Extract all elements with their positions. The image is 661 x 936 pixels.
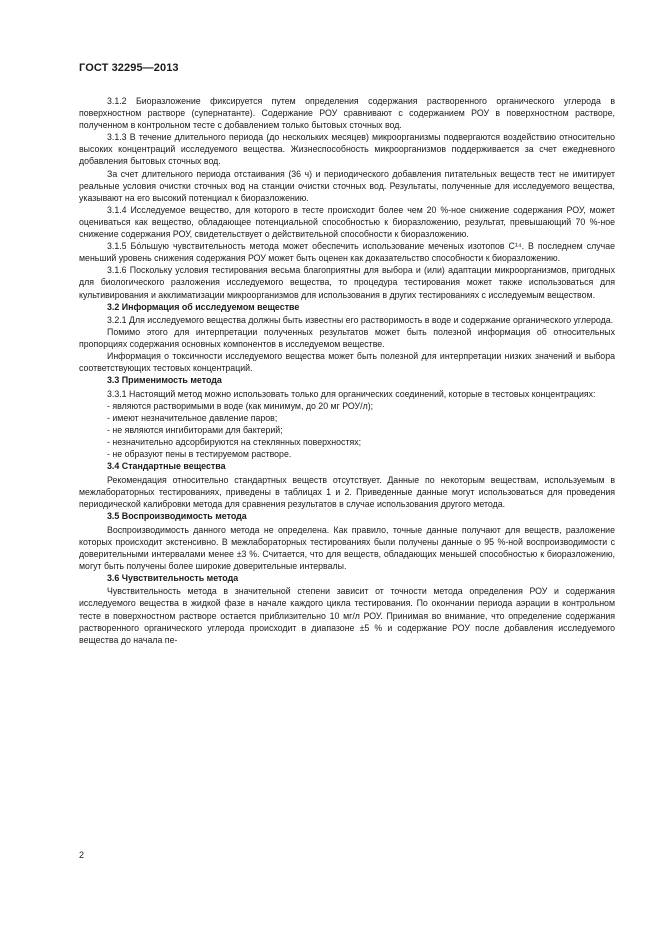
list-item: - не образуют пены в тестируемом растворе. <box>107 449 292 460</box>
section-heading-3-5: 3.5 Воспроизводимость метода <box>107 511 247 522</box>
paragraph-3-1-6: 3.1.6 Поскольку условия тестирования весьма благоприятны для выбора и (или) адаптации микроорганизмов, пригодных для биологического разложения исследуемого вещества, то процедура тестирования может также использоваться для культивирования и акклиматизации микроорганизмов для использования в других тестированиях с исследуемым веществом. <box>79 265 615 300</box>
list-item: - незначительно адсорбируются на стеклянных поверхностях; <box>107 437 362 448</box>
paragraph-settling-period: За счет длительного периода отстаивания (36 ч) и периодического добавления питательных веществ тест не имитирует реальные условия очистки сточных вод на станции очистки сточных вод. Результаты, полученные для исследуемого вещества, указывают на его высокий потенциал к биоразложению. <box>79 168 615 203</box>
paragraph-3-3-1: 3.3.1 Настоящий метод можно использовать только для органических соединений, которые в тестовых концентрациях: <box>107 388 596 399</box>
paragraph-3-1-4: 3.1.4 Исследуемое вещество, для которого в тесте происходит более чем 20 %-ное снижение содержания РОУ, может оцениваться как вещество, обладающее потенциальной способностью к биоразложению, результат, превышающий 70 %-ное снижение содержания РОУ, свидетельствует о действительной способности к биоразложению. <box>79 204 615 240</box>
document-header: ГОСТ 32295—2013 <box>79 62 179 74</box>
paragraph-toxicity-info: Информация о токсичности исследуемого вещества может быть полезной для интерпретации низких значений и выбора соответствующих тестовых концентраций. <box>79 351 615 374</box>
applicability-list <box>79 400 615 460</box>
list-item: - не являются ингибиторами для бактерий; <box>107 425 283 436</box>
paragraph-3-1-2: 3.1.2 Биоразложение фиксируется путем определения содержания растворенного органического углерода в поверхностном растворе (супернатанте). Содержание РОУ сравнивают с содержанием РОУ в поверхностном растворе, полученном в контрольном тесте с добавлением только бытовых сточных вод. <box>79 96 615 131</box>
paragraph-component-info: Помимо этого для интерпретации полученных результатов может быть полезной информация об относительных пропорциях содержания основных компонентов в исследуемом веществе. <box>79 327 615 350</box>
list-item: - являются растворимыми в воде (как минимум, до 20 мг РОУ/л); <box>107 400 374 411</box>
paragraph-reproducibility: Воспроизводимость данного метода не определена. Как правило, точные данные получают для веществ, разложение которых происходит экстенсивно. В межлабораторных тестированиях были получены данные о 95 %-ной воспроизводимости с доверительными интервалами менее ±3 %. Считается, что для веществ, обладающих меньшей способностью к биоразложению, могут быть получены более широкие доверительные интервалы. <box>79 524 615 571</box>
section-heading-3-3: 3.3 Применимость метода <box>107 375 222 386</box>
section-heading-3-6: 3.6 Чувствительность метода <box>107 572 239 583</box>
paragraph-sensitivity: Чувствительность метода в значительной степени зависит от точности метода определения РОУ и содержания исследуемого вещества в жидкой фазе в начале каждого цикла тестирования. По окончании периода аэрации в контрольном тесте в поверхностном растворе остается приблизительно 10 мг/л РОУ. Принимая во внимание, что определение содержания растворенного органического углерода происходит в диапазоне ±5 % и содержание РОУ после добавления исследуемого вещества до начала пе- <box>79 586 615 645</box>
paragraph-3-2-1: 3.2.1 Для исследуемого вещества должны быть известны его растворимость в воде и содержание органического углерода. <box>107 315 614 325</box>
paragraph-3-1-3: 3.1.3 В течение длительного периода (до нескольких месяцев) микроорганизмы подвергаются воздействию относительно высоких концентраций исследуемого вещества. Жизнеспособность микроорганизмов поддерживается за счет ежедневного добавления бытовых сточных вод. <box>79 132 615 167</box>
paragraph-3-1-5: 3.1.5 Бо́льшую чувствительность метода может обеспечить использование меченых изотопов С¹⁴. В последнем случае меньший уровень снижения содержания РОУ может быть оценен как доказательство способности к биоразложению. <box>79 241 615 264</box>
list-item: - имеют незначительное давление паров; <box>107 413 278 424</box>
paragraph-reference-substances: Рекомендация относительно стандартных веществ отсутствует. Данные по некоторым веществам, используемым в межлабораторных тестированиях, приведены в таблицах 1 и 2. Приведенные данные могут использоваться для проведения периодической калибровки метода для сравнения результатов в случае использования другого метода. <box>79 474 615 510</box>
document-body <box>79 95 615 646</box>
page-number: 2 <box>79 850 85 860</box>
section-heading-3-2: 3.2 Информация об исследуемом веществе <box>107 301 300 312</box>
section-heading-3-4: 3.4 Стандартные вещества <box>107 461 226 472</box>
